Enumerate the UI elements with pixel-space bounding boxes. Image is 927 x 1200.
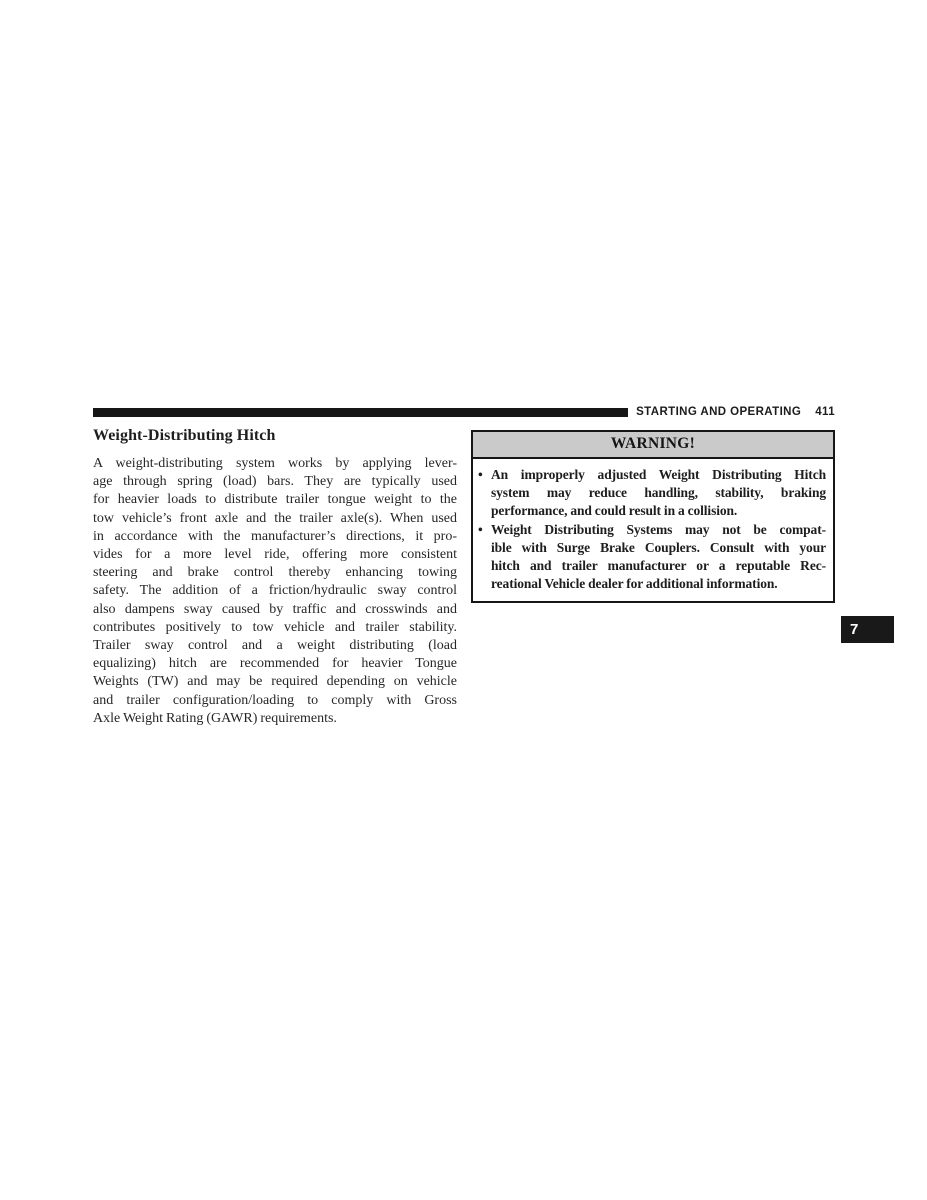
text-line: ible with Surge Brake Couplers. Consult with your [491, 539, 826, 555]
text-line: Weights (TW) and may be required depending on vehicle [93, 674, 457, 690]
warning-item [478, 521, 826, 594]
text-line: steering and brake control thereby enhancing towing [93, 565, 457, 581]
warning-item-text [491, 521, 826, 594]
running-header [636, 406, 835, 418]
text-line: system may reduce handling, stability, braking [491, 485, 826, 501]
page-number: 411 [815, 406, 835, 418]
text-line: and trailer configuration/loading to comply with Gross [93, 692, 457, 708]
section-title: STARTING AND OPERATING [636, 406, 802, 418]
text-line: performance, and could result in a collision. [491, 503, 738, 519]
chapter-number: 7 [850, 621, 859, 638]
text-line: vides for a more level ride, offering more consistent [93, 547, 457, 563]
article-body [93, 455, 457, 728]
text-line: age through spring (load) bars. They are typically used [93, 474, 457, 490]
warning-item-text [491, 466, 826, 521]
text-line: for heavier loads to distribute trailer tongue weight to the [93, 492, 457, 508]
text-line: A weight-distributing system works by applying lever- [93, 456, 457, 471]
text-line: tow vehicle’s front axle and the trailer axle(s). When used [93, 510, 457, 526]
main-column [93, 427, 457, 728]
bullet-icon: • [478, 521, 483, 537]
text-line: Weight Distributing Systems may not be compat- [491, 521, 826, 537]
text-line: also dampens sway caused by traffic and crosswinds and [93, 601, 457, 617]
text-line: contributes positively to tow vehicle and trailer stability. [93, 619, 457, 635]
warning-item [478, 466, 826, 521]
text-line: reational Vehicle dealer for additional information. [491, 576, 778, 592]
text-line: hitch and trailer manufacturer or a reputable Rec- [491, 558, 826, 574]
bullet-icon: • [478, 467, 483, 482]
warning-box [471, 430, 835, 603]
warning-title: WARNING! [473, 432, 833, 459]
chapter-tab [841, 616, 894, 643]
warning-list [473, 459, 833, 601]
text-line: Axle Weight Rating (GAWR) requirements. [93, 710, 337, 726]
text-line: equalizing) hitch are recommended for heavier Tongue [93, 656, 457, 672]
header-rule [93, 408, 628, 417]
article-heading: Weight-Distributing Hitch [93, 427, 276, 444]
text-line: Trailer sway control and a weight distributing (load [93, 638, 457, 654]
text-line: in accordance with the manufacturer’s directions, it pro- [93, 528, 457, 544]
text-line: An improperly adjusted Weight Distributing Hitch [491, 467, 826, 482]
text-line: safety. The addition of a friction/hydraulic sway control [93, 583, 457, 599]
